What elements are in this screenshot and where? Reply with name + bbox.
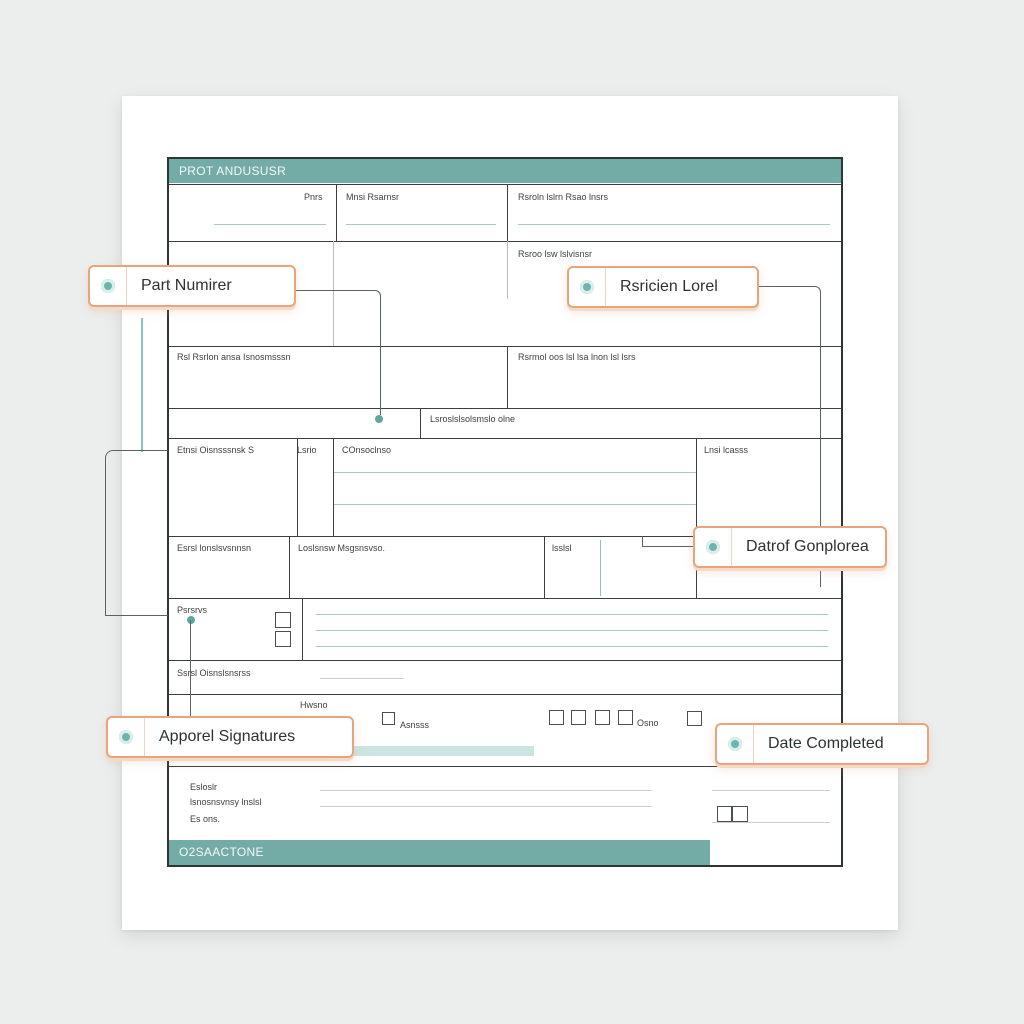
callout-label: Part Numirer: [141, 277, 232, 294]
field-underline: [320, 678, 404, 679]
anchor-dot: [187, 616, 195, 624]
grid-line: [420, 408, 421, 438]
grid-line: [289, 536, 290, 598]
field-label: Pnrs: [304, 192, 323, 202]
callout-revision-level: [567, 266, 759, 308]
callout-approved-signatures: [106, 716, 354, 758]
grid-line: [169, 694, 841, 695]
leader-line: [642, 536, 695, 547]
field-underline: [316, 614, 828, 615]
field-label: Rsl Rsrlon ansa Isnosmsssn: [177, 352, 291, 362]
field-underline: [518, 224, 830, 225]
grid-line: [169, 184, 841, 185]
grid-line: [169, 408, 841, 409]
field-underline: [320, 790, 652, 791]
field-label: COnsoclnso: [342, 445, 392, 455]
form-checkbox[interactable]: [732, 806, 748, 822]
field-label: Es ons.: [190, 814, 221, 824]
signature-field-highlight: [346, 746, 534, 756]
field-label: Rsroo lsw lslvisnsr: [518, 249, 593, 259]
callout-marker-icon: [706, 540, 720, 554]
field-underline: [214, 224, 326, 225]
field-label: Mnsi Rsarnsr: [346, 192, 400, 202]
callout-marker-icon: [580, 280, 594, 294]
callout-marker-icon: [119, 730, 133, 744]
field-label: Esrsl lonslsvsnnsn: [177, 543, 252, 553]
field-label: Psrsrvs: [177, 605, 207, 615]
grid-line: [169, 241, 841, 242]
field-underline: [346, 224, 496, 225]
callout-label: Rsricien Lorel: [620, 278, 718, 295]
form-checkbox[interactable]: [549, 710, 564, 725]
field-label: Loslsnsw Msgsnsvso.: [298, 543, 386, 553]
field-underline: [334, 472, 696, 473]
field-underline: [316, 646, 828, 647]
field-label: Rsrmol oos lsl lsa lnon lsl lsrs: [518, 352, 636, 362]
grid-line: [696, 438, 697, 536]
form-checkbox[interactable]: [595, 710, 610, 725]
field-label: Hwsno: [300, 700, 328, 710]
grid-line: [544, 536, 545, 598]
grid-line: [507, 184, 508, 241]
field-label: Rsroln lslrn Rsao lnsrs: [518, 192, 609, 202]
grid-line: [333, 438, 334, 536]
form-checkbox[interactable]: [571, 710, 586, 725]
field-label: Lnsi lcasss: [704, 445, 749, 455]
field-label: Lsroslslsolsmslo olne: [430, 414, 516, 424]
field-label: Esloslr: [190, 782, 218, 792]
field-label: Lsrio: [297, 445, 317, 455]
form-checkbox[interactable]: [275, 612, 291, 628]
field-label: Asnsss: [400, 720, 430, 730]
form-checkbox[interactable]: [618, 710, 633, 725]
field-label: Etnsi Oisnsssnsk S: [177, 445, 255, 455]
field-underline: [320, 806, 652, 807]
accent-line: [141, 318, 143, 452]
grid-line: [302, 598, 303, 660]
grid-line: [169, 598, 841, 599]
grid-line: [336, 184, 337, 241]
callout-marker-icon: [101, 279, 115, 293]
callout-label: Apporel Signatures: [159, 728, 296, 745]
field-label: Osno: [637, 718, 659, 728]
grid-line: [169, 346, 841, 347]
leader-line: [296, 290, 381, 415]
leader-line: [105, 450, 168, 616]
field-underline: [334, 504, 696, 505]
field-label: Ssrsl Oisnslsnsrss: [177, 668, 251, 678]
grid-line: [169, 438, 841, 439]
accent-line: [600, 540, 601, 596]
anchor-dot: [375, 415, 383, 423]
grid-line: [507, 241, 508, 299]
form-checkbox[interactable]: [687, 711, 702, 726]
field-underline: [712, 822, 830, 823]
callout-label: Datrof Gonplorea: [746, 538, 869, 555]
callout-label: Date Completed: [768, 735, 884, 752]
field-underline: [316, 630, 828, 631]
grid-line: [169, 660, 841, 661]
grid-line: [169, 766, 841, 767]
form-checkbox[interactable]: [382, 712, 395, 725]
form-header-band: PROT ANDUSUSR: [169, 159, 841, 183]
callout-marker-icon: [728, 737, 742, 751]
field-underline: [712, 790, 830, 791]
callout-date-completed-top: [693, 526, 887, 568]
form-checkbox[interactable]: [717, 806, 732, 822]
callout-date-completed: [715, 723, 929, 765]
leader-line: [190, 620, 191, 720]
field-label: lsslsl: [552, 543, 572, 553]
grid-line: [507, 346, 508, 408]
form-footer-band: O2SAACTONE: [169, 840, 710, 865]
form-checkbox[interactable]: [275, 631, 291, 647]
field-label: lsnosnsvnsy lnslsl: [190, 797, 262, 807]
callout-part-number: [88, 265, 296, 307]
